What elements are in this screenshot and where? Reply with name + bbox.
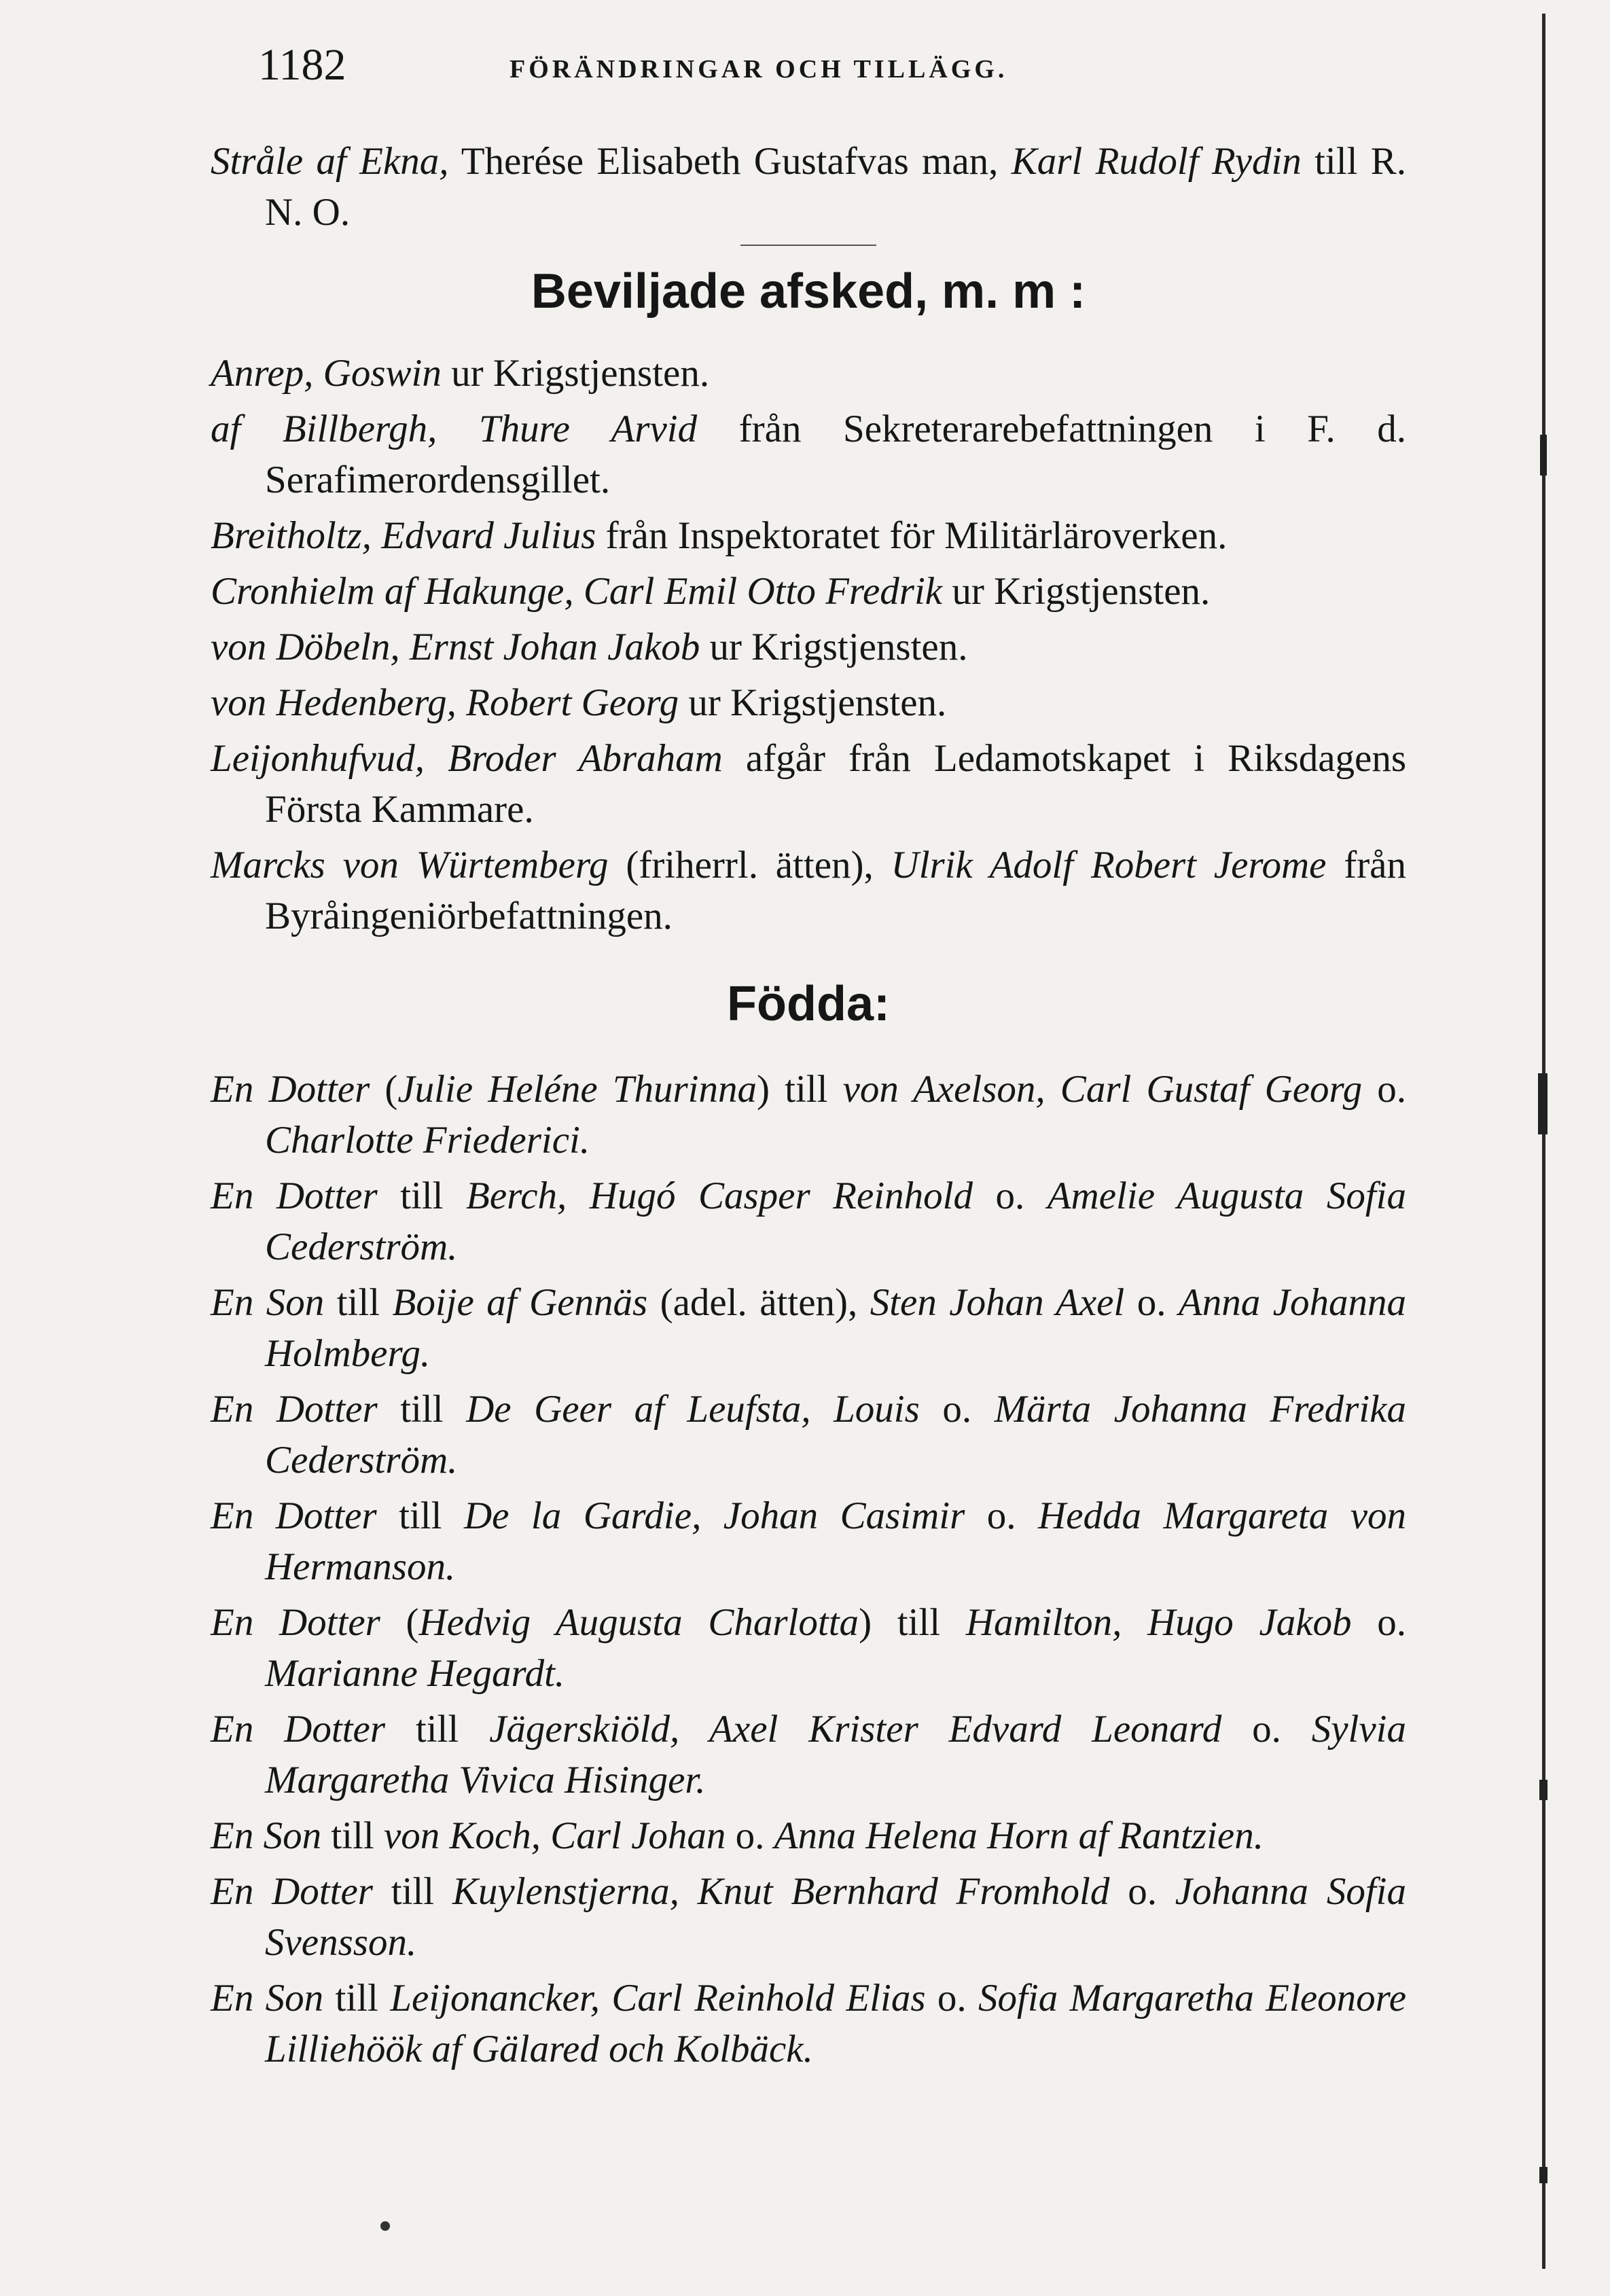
italic-name-text: Julie Heléne Thurinna <box>397 1068 757 1111</box>
entry-text: till <box>377 1174 467 1217</box>
entry-text: ur Krigstjensten. <box>441 352 710 395</box>
entry <box>211 348 1406 399</box>
italic-name-text: De la Gardie, Johan Casimir <box>463 1494 965 1537</box>
entry-text: till <box>385 1708 490 1751</box>
italic-name-text: Leijonhufvud, Broder Abraham <box>211 737 723 780</box>
edge-mark <box>1539 1780 1548 1800</box>
entry <box>211 1277 1406 1379</box>
italic-name-text: Jägerskiöld, Axel Krister Edvard Leonard <box>489 1708 1222 1751</box>
entry <box>211 1384 1406 1486</box>
entry-text: till R. N. O. <box>265 140 1406 234</box>
italic-name-text: Anna Helena Horn af Rantzien. <box>774 1814 1264 1857</box>
italic-name-text: En Son <box>211 1977 324 2020</box>
entry-text: ( <box>380 1601 419 1644</box>
entry <box>211 566 1406 617</box>
italic-name-text: Marianne Hegardt. <box>265 1652 565 1695</box>
italic-name-text: Boije af Gennäs <box>392 1281 648 1324</box>
entry-text: o. <box>1221 1708 1312 1751</box>
ink-speck <box>380 2221 390 2231</box>
italic-name-text: Johanna Sofia Svensson. <box>265 1870 1407 1964</box>
section-heading-afsked: Beviljade afsked, m. m : <box>531 264 1086 319</box>
entry <box>211 1810 1406 1861</box>
italic-name-text: Märta Johanna Fredrika Cederström. <box>265 1388 1406 1482</box>
italic-name-text: En Son <box>211 1814 322 1857</box>
italic-name-text: Stråle af Ekna, <box>211 140 449 183</box>
italic-name-text: Amelie Augusta Sofia Cederström. <box>265 1174 1406 1268</box>
italic-name-text: von Döbeln, Ernst Johan Jakob <box>211 626 700 668</box>
section-fodda-entries <box>211 1064 1406 2075</box>
italic-name-text: En Dotter <box>211 1494 377 1537</box>
italic-name-text: von Axelson, Carl Gustaf Georg <box>842 1068 1363 1111</box>
entry <box>211 1597 1406 1699</box>
intro-entry <box>211 136 1406 238</box>
entry-text: från Sekreterarebefattningen i F. d. Serafimerordensgillet. <box>265 408 1406 501</box>
entry-text: ur Krigstjensten. <box>942 570 1211 613</box>
edge-mark <box>1540 435 1547 476</box>
entry-text: Therése Elisabeth Gustafvas man, <box>448 140 1012 183</box>
entry-text: till <box>321 1814 384 1857</box>
entry-text: ) till <box>757 1068 843 1111</box>
italic-name-text: af Billbergh, Thure Arvid <box>211 408 698 450</box>
italic-name-text: Hamilton, Hugo Jakob <box>965 1601 1352 1644</box>
page-number: 1182 <box>258 40 346 90</box>
italic-name-text: Hedda Margareta von Hermanson. <box>265 1494 1407 1588</box>
entry-text: o. <box>1109 1870 1175 1913</box>
italic-name-text: Leijonancker, Carl Reinhold Elias <box>390 1977 926 2020</box>
italic-name-text: Kuylenstjerna, Knut Bernhard Fromhold <box>452 1870 1110 1913</box>
entry-text: o. <box>972 1174 1048 1217</box>
italic-name-text: Hedvig Augusta Charlotta <box>418 1601 859 1644</box>
italic-name-text: Breitholtz, Edvard Julius <box>211 514 596 557</box>
entry-text: till <box>323 1977 391 2020</box>
italic-name-text: von Koch, Carl Johan <box>383 1814 726 1857</box>
edge-mark <box>1539 2167 1548 2183</box>
entry-text: o. <box>965 1494 1039 1537</box>
entry <box>211 840 1406 941</box>
entry <box>211 1490 1406 1592</box>
italic-name-text: Berch, Hugó Casper Reinhold <box>466 1174 973 1217</box>
entry-text: o. <box>726 1814 774 1857</box>
section-heading-fodda: Födda: <box>727 977 890 1031</box>
entry <box>211 510 1406 561</box>
italic-name-text: En Dotter <box>211 1174 378 1217</box>
entry-text: från Byråingeniörbefattningen. <box>265 844 1406 937</box>
italic-name-text: En Dotter <box>211 1388 378 1431</box>
edge-mark <box>1538 1073 1548 1134</box>
running-head: FÖRÄNDRINGAR OCH TILLÄGG. <box>509 55 1008 84</box>
entry-text: o. <box>1124 1281 1179 1324</box>
italic-name-text: Marcks von Würtemberg <box>211 844 609 886</box>
entry-text: ) till <box>859 1601 966 1644</box>
entry-text: till <box>376 1494 464 1537</box>
italic-name-text: En Dotter <box>211 1068 370 1111</box>
divider <box>740 245 876 246</box>
italic-name-text: Cronhielm af Hakunge, Carl Emil Otto Fredrik <box>211 570 943 613</box>
italic-name-text: Charlotte Friederici. <box>265 1119 590 1162</box>
entry-text: till <box>372 1870 452 1913</box>
entry <box>211 1866 1406 1968</box>
entry <box>211 403 1406 505</box>
entry <box>211 733 1406 835</box>
italic-name-text: Karl Rudolf Rydin <box>1011 140 1302 183</box>
entry-text: o. <box>919 1388 995 1431</box>
italic-name-text: De Geer af Leufsta, Louis <box>466 1388 920 1431</box>
entry-text: ur Krigstjensten. <box>700 626 968 668</box>
section-afsked-entries <box>211 348 1406 941</box>
entry <box>211 622 1406 672</box>
entry-text: (friherrl. ätten), <box>608 844 891 886</box>
entry-text: o. <box>1362 1068 1407 1111</box>
italic-name-text: Anna Johanna Holmberg. <box>265 1281 1406 1375</box>
entry <box>211 1064 1406 1166</box>
page-header <box>258 39 1413 94</box>
italic-name-text: En Dotter <box>211 1601 380 1644</box>
italic-name-text: von Hedenberg, Robert Georg <box>211 681 679 724</box>
italic-name-text: En Son <box>211 1281 325 1324</box>
entry-text: ( <box>370 1068 398 1111</box>
entry-text: från Inspektoratet för Militärläroverken. <box>596 514 1228 557</box>
italic-name-text: Anrep, Goswin <box>211 352 442 395</box>
italic-name-text: En Dotter <box>211 1708 385 1751</box>
entry-text: o. <box>925 1977 979 2020</box>
italic-name-text: Sofia Margaretha Eleonore Lilliehöök af Gälared och Kolbäck. <box>265 1977 1406 2070</box>
entry-text: afgår från Ledamotskapet i Riksdagens Första Kammare. <box>265 737 1407 831</box>
entry-text: o. <box>1351 1601 1407 1644</box>
entry-text: ur Krigstjensten. <box>679 681 947 724</box>
entry <box>211 1973 1406 2075</box>
entry-text: till <box>324 1281 393 1324</box>
entry <box>211 677 1406 728</box>
italic-name-text: Ulrik Adolf Robert Jerome <box>891 844 1327 886</box>
page-edge-line <box>1542 14 1545 2269</box>
entry-text: (adel. ätten), <box>647 1281 870 1324</box>
entry-text: till <box>377 1388 467 1431</box>
italic-name-text: En Dotter <box>211 1870 373 1913</box>
italic-name-text: Sten Johan Axel <box>870 1281 1125 1324</box>
italic-name-text: Sylvia Margaretha Vivica Hisinger. <box>265 1708 1406 1801</box>
text-block <box>211 136 1406 2079</box>
entry <box>211 1704 1406 1806</box>
entry <box>211 1170 1406 1272</box>
